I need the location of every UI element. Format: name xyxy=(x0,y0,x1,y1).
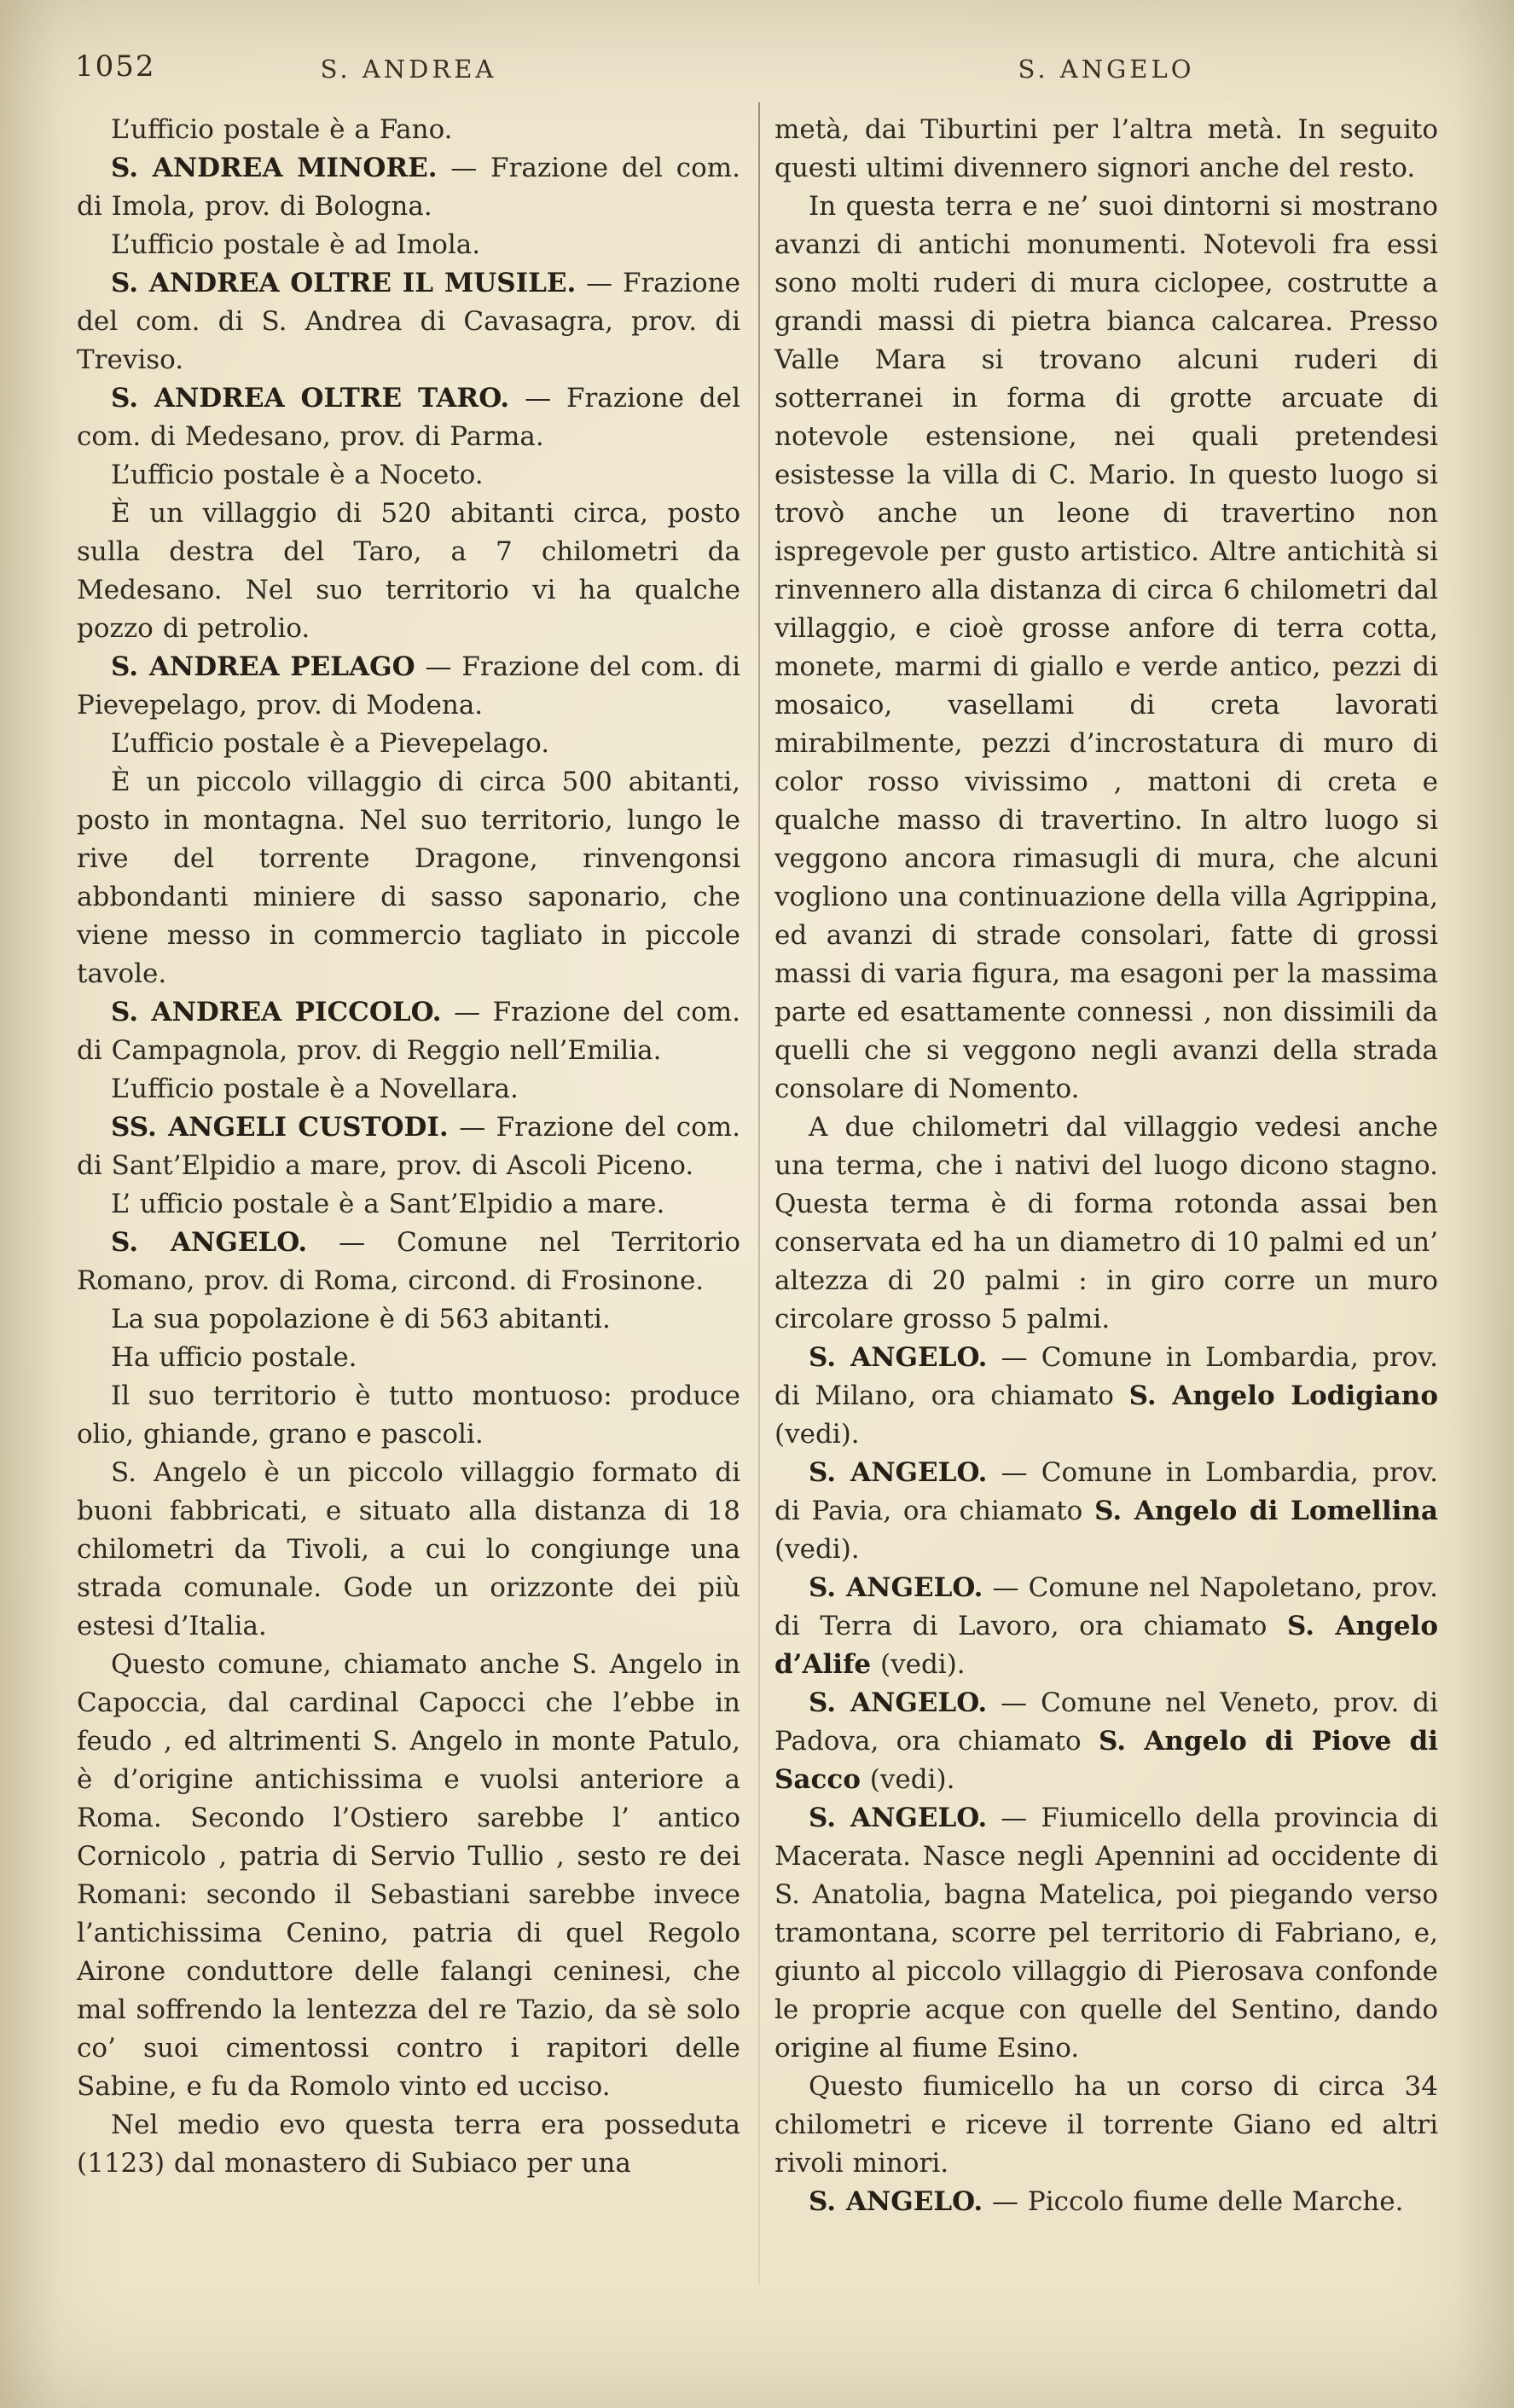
paragraph xyxy=(77,1377,740,1454)
body-text: — Comune nel Napoletano, prov. di Terra di Lavoro, ora chiamato xyxy=(774,1572,1438,1641)
paragraph xyxy=(77,993,740,1070)
entry-name: S. Angelo Lodigiano xyxy=(1128,1381,1438,1411)
entry-name: S. ANGELO. xyxy=(809,1572,983,1603)
body-text: (vedi). xyxy=(774,1534,860,1565)
paragraph xyxy=(774,2183,1438,2221)
paragraph xyxy=(77,1224,740,1300)
entry-name: S. ANDREA PELAGO xyxy=(111,651,415,682)
paragraph xyxy=(77,1108,740,1185)
paragraph xyxy=(77,1300,740,1339)
paragraph xyxy=(774,1684,1438,1799)
body-text: — Piccolo fiume delle Marche. xyxy=(983,2186,1404,2217)
paragraph xyxy=(774,1799,1438,2068)
paragraph xyxy=(774,2068,1438,2183)
body-text: — Fiumicello della provincia di Macerata. Nasce negli Apennini ad occidente di S. Anatolia, bagna Matelica, poi piegando verso tramontana, scorre pel territorio di Fabriano, e, giunto al piccolo villaggio di Pierosava confonde le proprie acque con quelle del Sentino, dando origine al fiume Esino. xyxy=(774,1803,1438,2064)
body-text: La sua popolazione è di 563 abitanti. xyxy=(111,1304,611,1334)
entry-name: S. ANDREA MINORE. xyxy=(111,153,438,183)
body-text: (vedi). xyxy=(774,1419,860,1450)
body-text: (vedi). xyxy=(860,1764,955,1795)
entry-name: S. ANDREA OLTRE TARO. xyxy=(111,383,510,414)
paragraph xyxy=(774,1454,1438,1569)
body-text: L’ ufficio postale è a Sant’Elpidio a mare. xyxy=(111,1189,665,1219)
body-text: L’ufficio postale è a Noceto. xyxy=(111,460,484,490)
paragraph xyxy=(774,1569,1438,1684)
body-text: Il suo territorio è tutto montuoso: produce olio, ghiande, grano e pascoli. xyxy=(77,1381,740,1450)
body-text: — Frazione del com. di Pievepelago, prov. di Modena. xyxy=(77,651,740,721)
paragraph xyxy=(77,264,740,379)
paragraph xyxy=(774,111,1438,188)
paragraph xyxy=(77,495,740,648)
body-text: — Frazione del com. di Imola, prov. di Bologna. xyxy=(77,153,740,222)
body-text: Questo fiumicello ha un corso di circa 34 chilometri e riceve il torrente Giano ed altri rivoli minori. xyxy=(774,2071,1438,2179)
paragraph xyxy=(77,725,740,763)
body-text: In questa terra e ne’ suoi dintorni si mostrano avanzi di antichi monumenti. Notevoli fra essi sono molti ruderi di mura ciclopee, costrutte a grandi massi di pietra bianca calcarea. Presso Valle Mara si trovano alcuni ruderi di sotterranei in forma di grotte arcuate di notevole estensione, nei quali pretendesi esistesse la villa di C. Mario. In questo luogo si trovò anche un leone di travertino non ispregevole per gusto artistico. Altre antichità si rinvennero alla distanza di circa 6 chilometri dal villaggio, e cioè grosse anfore di terra cotta, monete, marmi di giallo e verde antico, pezzi di mosaico, vasellami di creta lavorati mirabilmente, pezzi d’incrostatura di muro di color rosso vivissimo , mattoni di creta e qualche masso di travertino. In altro luogo si veggono ancora rimasugli di mura, che alcuni vogliono una continuazione della villa Agrippina, ed avanzi di strade consolari, fatte di grossi massi di varia figura, ma esagoni per la massima parte ed esattamente connessi , non dissimili da quelli che si veggono negli avanzi della strada consolare di Nomento. xyxy=(774,191,1438,1104)
body-text: Questo comune, chiamato anche S. Angelo in Capoccia, dal cardinal Capocci che l’ebbe in feudo , ed altrimenti S. Angelo in monte Patulo, è d’origine antichissima e vuolsi anteriore a Roma. Secondo l’Ostiero sarebbe l’ antico Cornicolo , patria di Servio Tullio , sesto re dei Romani: secondo il Sebastiani sarebbe invece l’antichissima Cenino, patria di quel Regolo Airone conduttore delle falangi ceninesi, che mal soffrendo la lentezza del re Tazio, da sè solo co’ suoi cimentossi contro i rapitori delle Sabine, e fu da Romolo vinto ed ucciso. xyxy=(77,1649,740,2102)
entry-name: S. ANDREA PICCOLO. xyxy=(111,997,442,1027)
paragraph xyxy=(77,2106,740,2183)
running-head-right: S. ANGELO xyxy=(1018,55,1195,84)
entry-name: SS. ANGELI CUSTODI. xyxy=(111,1112,449,1143)
body-text: — Frazione del com. di Sant’Elpidio a mare, prov. di Ascoli Piceno. xyxy=(77,1112,741,1181)
body-text: — Comune nel Veneto, prov. di Padova, ora chiamato xyxy=(774,1687,1438,1757)
entry-name: S. ANGELO. xyxy=(809,2186,983,2217)
paragraph xyxy=(77,226,740,264)
page-number: 1052 xyxy=(75,49,156,84)
paragraph xyxy=(77,763,740,993)
body-text: (vedi). xyxy=(871,1649,966,1680)
column-divider xyxy=(758,102,760,2285)
body-text: — Comune in Lombardia, prov. di Pavia, ora chiamato xyxy=(774,1457,1439,1526)
paragraph xyxy=(77,111,740,149)
paragraph xyxy=(77,1070,740,1108)
paragraph xyxy=(77,1646,740,2106)
paragraph xyxy=(774,1339,1438,1454)
body-text: Nel medio evo questa terra era posseduta (1123) dal monastero di Subiaco per una xyxy=(77,2110,740,2179)
entry-name: S. ANGELO. xyxy=(809,1342,988,1373)
entry-name: S. Angelo di Lomellina xyxy=(1094,1496,1438,1526)
paragraph xyxy=(774,188,1438,1108)
paragraph xyxy=(77,1339,740,1377)
body-text: È un villaggio di 520 abitanti circa, posto sulla destra del Taro, a 7 chilometri da Medesano. Nel suo territorio vi ha qualche pozzo di petrolio. xyxy=(77,498,740,644)
body-text: — Frazione del com. di Medesano, prov. di Parma. xyxy=(77,383,740,452)
body-text: — Comune nel Territorio Romano, prov. di Roma, circond. di Frosinone. xyxy=(77,1227,740,1296)
body-text: — Frazione del com. di S. Andrea di Cavasagra, prov. di Treviso. xyxy=(77,268,740,375)
body-text: È un piccolo villaggio di circa 500 abitanti, posto in montagna. Nel suo territorio, lungo le rive del torrente Dragone, rinvengonsi abbondanti miniere di sasso saponario, che viene messo in commercio tagliato in piccole tavole. xyxy=(77,767,740,989)
body-text: L’ufficio postale è a Novellara. xyxy=(111,1074,519,1104)
entry-name: S. ANDREA OLTRE IL MUSILE. xyxy=(111,268,577,298)
paragraph xyxy=(77,379,740,456)
body-text: L’ufficio postale è ad Imola. xyxy=(111,229,481,260)
body-text: L’ufficio postale è a Fano. xyxy=(111,114,453,145)
body-text: Ha ufficio postale. xyxy=(111,1342,357,1373)
entry-name: S. Angelo d’Alife xyxy=(774,1611,1438,1680)
entry-name: S. ANGELO. xyxy=(809,1687,988,1718)
body-text: — Comune in Lombardia, prov. di Milano, ora chiamato xyxy=(774,1342,1439,1411)
body-text: — Frazione del com. di Campagnola, prov. di Reggio nell’Emilia. xyxy=(77,997,741,1066)
paragraph xyxy=(77,456,740,495)
body-text: metà, dai Tiburtini per l’altra metà. In seguito questi ultimi divennero signori anche del resto. xyxy=(774,114,1438,183)
paragraph xyxy=(77,1185,740,1224)
entry-name: S. ANGELO. xyxy=(809,1803,988,1833)
entry-name: S. ANGELO. xyxy=(111,1227,308,1258)
paragraph xyxy=(77,1454,740,1646)
paragraph xyxy=(77,648,740,725)
paragraph xyxy=(77,149,740,226)
body-text: A due chilometri dal villaggio vedesi anche una terma, che i nativi del luogo dicono stagno. Questa terma è di forma rotonda assai ben conservata ed ha un diametro di 10 palmi ed un’ altezza di 20 palmi : in giro corre un muro circolare grosso 5 palmi. xyxy=(774,1112,1438,1334)
column-left xyxy=(77,111,740,2183)
column-right xyxy=(774,111,1438,2221)
body-text: L’ufficio postale è a Pievepelago. xyxy=(111,728,550,759)
body-text: S. Angelo è un piccolo villaggio formato di buoni fabbricati, e situato alla distanza di 18 chilometri da Tivoli, a cui lo congiunge una strada comunale. Gode un orizzonte dei più estesi d’Italia. xyxy=(77,1457,740,1641)
entry-name: S. Angelo di Piove di Sacco xyxy=(774,1726,1439,1795)
paragraph xyxy=(774,1108,1438,1339)
running-head-left: S. ANDREA xyxy=(320,55,497,84)
entry-name: S. ANGELO. xyxy=(809,1457,988,1488)
